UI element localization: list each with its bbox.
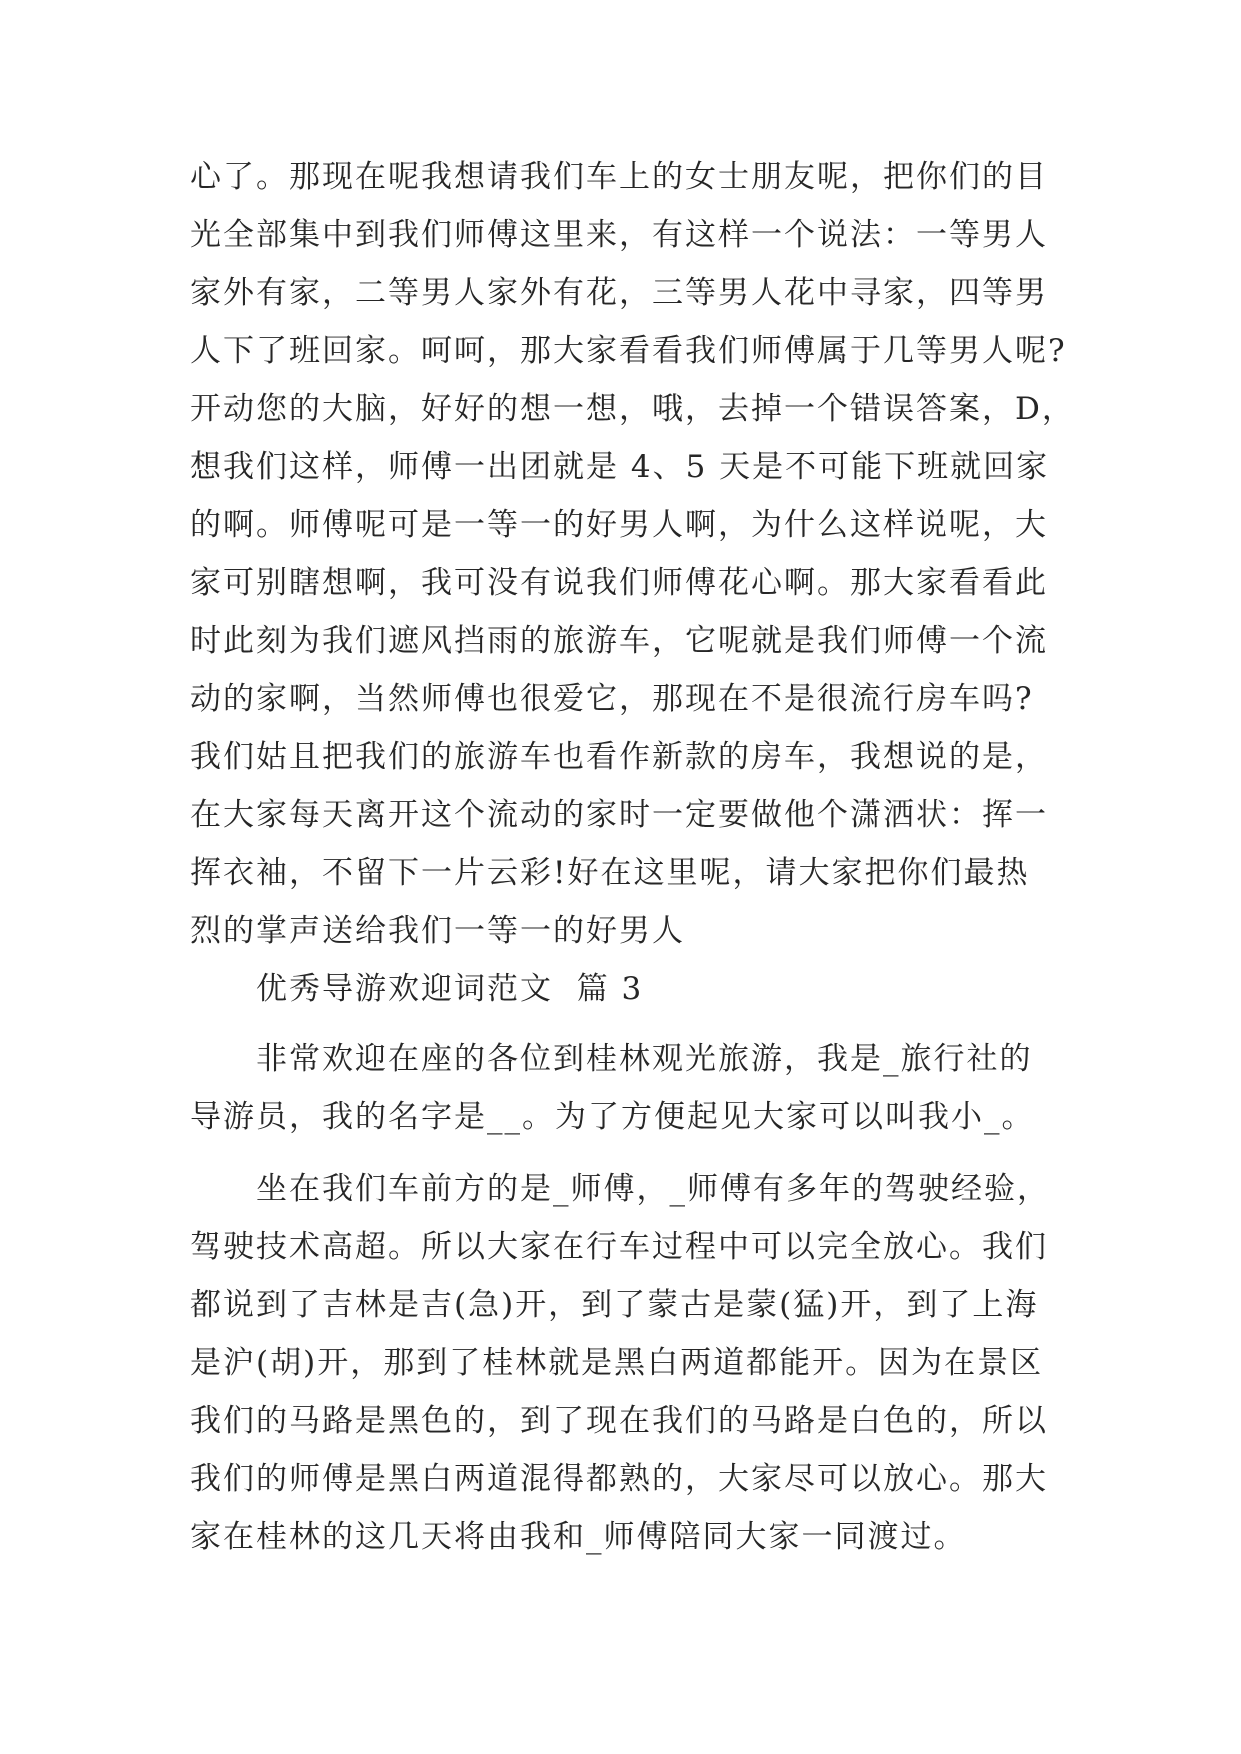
text-line: 开动您的大脑，好好的想一想，哦，去掉一个错误答案，D， (190, 391, 1075, 427)
paragraph-driver (190, 1160, 1070, 1566)
text-line: 心了。那现在呢我想请我们车上的女士朋友呢，把你们的目 (190, 159, 1048, 195)
text-line: 的啊。师傅呢可是一等一的好男人啊，为什么这样说呢，大 (190, 507, 1048, 543)
text-line: 导游员，我的名字是__。为了方便起见大家可以叫我小_。 (190, 1099, 1035, 1135)
paragraph-intro (190, 1030, 1070, 1146)
text-line: 时此刻为我们遮风挡雨的旅游车，它呢就是我们师傅一个流 (190, 623, 1048, 659)
text-line: 挥衣袖，不留下一片云彩!好在这里呢，请大家把你们最热 (190, 855, 1030, 891)
text-line: 坐在我们车前方的是_师傅，_师傅有多年的驾驶经验， (256, 1171, 1050, 1207)
text-line: 都说到了吉林是吉(急)开，到了蒙古是蒙(猛)开，到了上海 (190, 1287, 1039, 1323)
text-line: 是沪(胡)开，那到了桂林就是黑白两道都能开。因为在景区 (190, 1345, 1044, 1381)
text-line: 在大家每天离开这个流动的家时一定要做他个潇洒状：挥一 (190, 797, 1048, 833)
text-line: 我们姑且把我们的旅游车也看作新款的房车，我想说的是， (190, 739, 1048, 775)
text-line: 人下了班回家。呵呵，那大家看看我们师傅属于几等男人呢? (190, 333, 1067, 369)
text-line: 家可别瞎想啊，我可没有说我们师傅花心啊。那大家看看此 (190, 565, 1048, 601)
text-line: 我们的马路是黑色的，到了现在我们的马路是白色的，所以 (190, 1403, 1048, 1439)
text-line: 家在桂林的这几天将由我和_师傅陪同大家一同渡过。 (190, 1519, 967, 1555)
text-line: 家外有家，二等男人家外有花，三等男人花中寻家，四等男 (190, 275, 1048, 311)
text-line: 想我们这样，师傅一出团就是 4、5 天是不可能下班就回家 (190, 449, 1050, 485)
text-line: 烈的掌声送给我们一等一的好男人 (190, 913, 685, 949)
text-line: 动的家啊，当然师傅也很爱它，那现在不是很流行房车吗? (190, 681, 1034, 717)
text-line: 光全部集中到我们师傅这里来，有这样一个说法：一等男人 (190, 217, 1048, 253)
paragraph-continued (190, 148, 1075, 960)
section-heading (190, 960, 1070, 1018)
text-line: 我们的师傅是黑白两道混得都熟的，大家尽可以放心。那大 (190, 1461, 1048, 1497)
text-line: 驾驶技术高超。所以大家在行车过程中可以完全放心。我们 (190, 1229, 1048, 1265)
text-line: 非常欢迎在座的各位到桂林观光旅游，我是_旅行社的 (256, 1041, 1033, 1077)
section-title: 优秀导游欢迎词范文 篇 3 (256, 971, 644, 1007)
